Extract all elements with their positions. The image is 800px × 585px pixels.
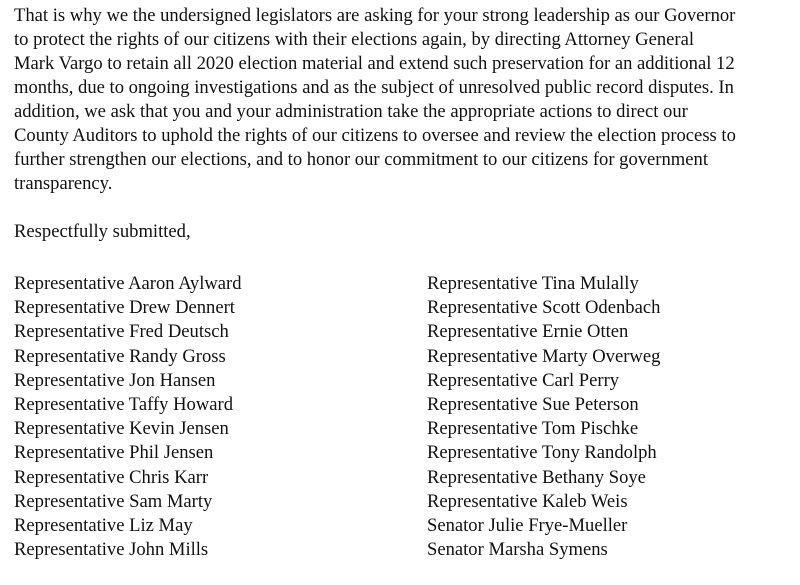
signatory-name: Representative Kaleb Weis [427, 490, 628, 512]
body-line: further strengthen our elections, and to honor our commitment to our citizens for government [14, 149, 708, 170]
signatory-name: Representative John Mills [14, 539, 209, 561]
body-line: to protect the rights of our citizens with their elections again, by directing Attorney General [14, 29, 695, 50]
signatory-name: Representative Tony Randolph [427, 442, 657, 464]
signatory-name: Representative Tom Pischke [427, 418, 639, 440]
signatory-name: Representative Ernie Otten [427, 321, 629, 343]
body-line: That is why we the undersigned legislators are asking for your strong leadership as our Governor [14, 5, 736, 26]
body-line: transparency. [14, 173, 113, 194]
signatory-name: Representative Fred Deutsch [14, 321, 229, 343]
body-line: addition, we ask that you and your administration take the appropriate actions to direct our [14, 101, 688, 122]
signatory-name: Representative Jon Hansen [14, 369, 216, 391]
signatory-name: Representative Phil Jensen [14, 442, 214, 464]
signatory-name: Representative Bethany Soye [427, 466, 646, 488]
letter-document [14, 4, 794, 561]
signatories-right-column [427, 272, 660, 562]
signatory-name: Representative Randy Gross [14, 345, 226, 367]
signatory-name: Representative Scott Odenbach [427, 297, 661, 319]
signatory-name: Senator Julie Frye-Mueller [427, 515, 628, 537]
signatory-name: Representative Taffy Howard [14, 394, 233, 416]
signatory-name: Representative Chris Karr [14, 466, 209, 488]
signatory-name: Representative Sam Marty [14, 490, 213, 512]
signatories-left-column [14, 272, 242, 562]
signatory-name: Representative Carl Perry [427, 369, 620, 391]
body-line: months, due to ongoing investigations and as the subject of unresolved public record disputes. In [14, 77, 734, 98]
signatory-name: Representative Drew Dennert [14, 297, 235, 319]
closing-salutation: Respectfully submitted, [14, 221, 191, 242]
body-line: County Auditors to uphold the rights of our citizens to oversee and review the election process to [14, 125, 736, 146]
body-line: Mark Vargo to retain all 2020 election material and extend such preservation for an additional 12 [14, 53, 735, 74]
signatory-name: Representative Liz May [14, 515, 193, 537]
signatory-name: Representative Tina Mulally [427, 273, 639, 294]
signatory-name: Representative Kevin Jensen [14, 418, 229, 440]
signatory-name: Representative Marty Overweg [427, 345, 661, 367]
signatory-name: Representative Aaron Aylward [14, 273, 242, 294]
letter-body-paragraph [14, 4, 794, 196]
signatory-name: Senator Marsha Symens [427, 539, 608, 561]
signatory-name: Representative Sue Peterson [427, 394, 639, 416]
